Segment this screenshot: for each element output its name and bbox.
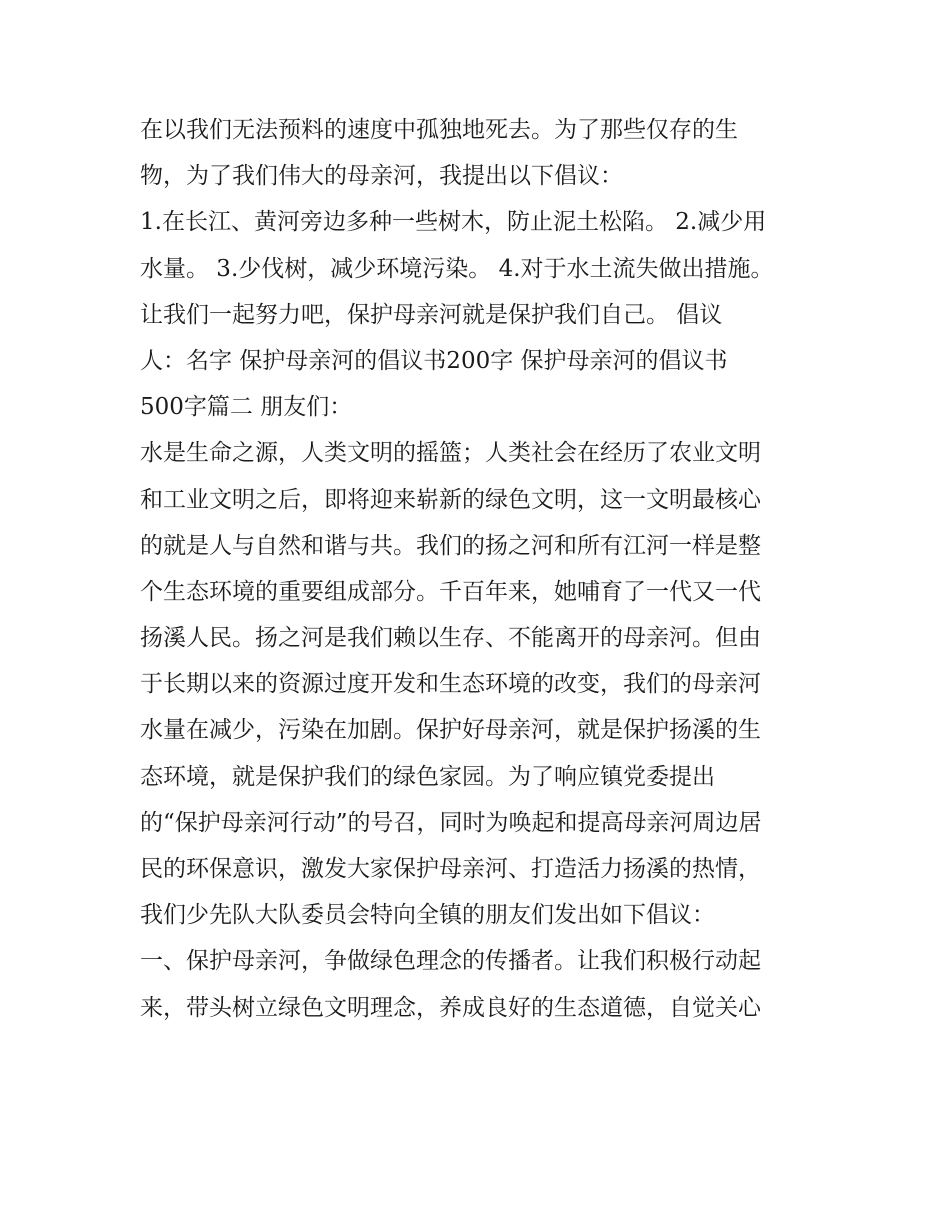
text-line: 在以我们无法预料的速度中孤独地死去。为了那些仅存的生	[140, 117, 738, 143]
text-line: 物，为了我们伟大的母亲河，我提出以下倡议：	[140, 163, 623, 190]
text-line: 水量在减少，污染在加剧。保护好母亲河，就是保护扬溪的生	[140, 717, 761, 744]
text-line: 让我们一起努力吧，保护母亲河就是保护我们自己。 倡议	[140, 301, 723, 328]
text-line: 人：名字 保护母亲河的倡议书200字 保护母亲河的倡议书	[140, 347, 728, 374]
text-line: 一、保护母亲河，争做绿色理念的传播者。让我们积极行动起	[140, 948, 761, 975]
text-line: 水是生命之源，人类文明的摇篮；人类社会在经历了农业文明	[140, 440, 761, 467]
text-line: 500字篇二 朋友们：	[140, 394, 353, 421]
document-body	[140, 107, 820, 1031]
text-line: 个生态环境的重要组成部分。千百年来，她哺育了一代又一代	[140, 578, 761, 605]
text-line: 的就是人与自然和谐与共。我们的扬之河和所有江河一样是整	[140, 532, 761, 559]
text-line: 民的环保意识，激发大家保护母亲河、打造活力扬溪的热情，	[140, 856, 761, 882]
text-line: 1.在长江、黄河旁边多种一些树木，防止泥土松陷。 2.减少用	[140, 209, 767, 236]
text-line: 态环境，就是保护我们的绿色家园。为了响应镇党委提出	[140, 763, 715, 790]
text-line: 和工业文明之后，即将迎来崭新的绿色文明，这一文明最核心	[140, 486, 761, 513]
text-line: 我们少先队大队委员会特向全镇的朋友们发出如下倡议：	[140, 902, 715, 929]
text-line: 的“保护母亲河行动”的号召，同时为唤起和提高母亲河周边居	[140, 809, 762, 836]
text-line: 水量。 3.少伐树，减少环境污染。 4.对于水土流失做出措施。	[140, 255, 774, 282]
text-line: 于长期以来的资源过度开发和生态环境的改变，我们的母亲河	[140, 671, 761, 698]
text-line: 来，带头树立绿色文明理念，养成良好的生态道德，自觉关心	[140, 994, 761, 1021]
text-line: 扬溪人民。扬之河是我们赖以生存、不能离开的母亲河。但由	[140, 625, 761, 652]
